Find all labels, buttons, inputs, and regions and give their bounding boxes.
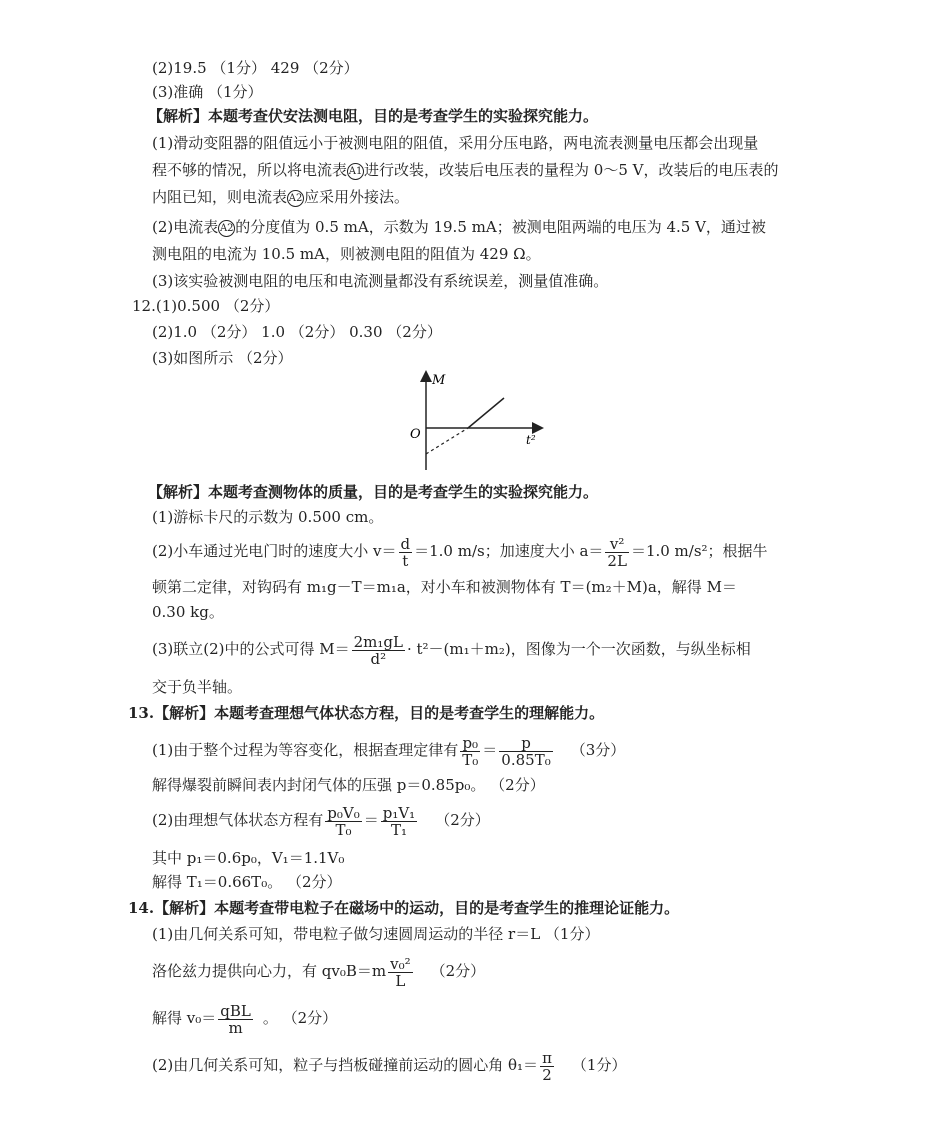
- fraction-v0sq-over-l: $\frac{\text{v₀²}}{L}$: [390, 954, 411, 990]
- q11-para1-line1: (1)滑动变阻器的阻值远小于被测电阻的阻值，采用分压电路，两电流表测量电压都会出现量: [152, 134, 759, 152]
- q12-answer-3: (3)如图所示 （2分）: [152, 349, 293, 367]
- q14-line4: (2)由几何关系可知，粒子与挡板碰撞前运动的圆心角 θ₁＝ $\frac{\pi}{2}$ （1分）: [152, 1048, 627, 1084]
- q11-para3: (3)该实验被测电阻的电压和电流测量都没有系统误差，测量值准确。: [152, 272, 609, 290]
- q13-line5: 解得 T₁＝0.66T₀。 （2分）: [152, 873, 342, 891]
- q12-analysis-2-line2: 顿第二定律，对钩码有 m₁g－T＝m₁a，对小车和被测物体有 T＝(m₂＋M)a，解得 M＝: [152, 578, 737, 596]
- origin-label: O: [410, 427, 421, 442]
- q11-para2-line2: 测电阻的电流为 10.5 mA，则被测电阻的阻值为 429 Ω。: [152, 245, 541, 263]
- q12-analysis-3-line2: 交于负半轴。: [152, 678, 243, 696]
- q12-analysis-2-line1: (2)小车通过光电门时的速度大小 v＝ $\frac{d}{t}$ ＝1.0 m/s；加速度大小 a＝ $\frac{\text{v²}}{2L}$ ＝1.0 m/s²；根据牛: [152, 534, 768, 570]
- q12-analysis-3-line1: (3)联立(2)中的公式可得 M＝ $\frac{\text{2m₁gL}}{\text{d²}}$ · t²－(m₁＋m₂)，图像为一个一次函数，与纵坐标相: [152, 632, 751, 668]
- q13-line1: (1)由于整个过程为等容变化，根据查理定律有 $\frac{\text{p₀}}{\text{T₀}}$ ＝ $\frac{p}{\text{0.85T₀}}$ （3分）: [152, 733, 626, 769]
- q11-answer-3: (3)准确 （1分）: [152, 83, 263, 101]
- fraction-d-over-t: $\frac{d}{t}$: [400, 534, 411, 570]
- y-axis-label: M: [432, 373, 446, 388]
- q11-para2-line1: (2)电流表 A2 的分度值为 0.5 mA，示数为 19.5 mA；被测电阻两端的电压为 4.5 V，通过被: [152, 218, 766, 236]
- fraction-p-over-085t0: $\frac{p}{\text{0.85T₀}}$: [501, 733, 551, 769]
- q14-line2: 洛伦兹力提供向心力，有 qv₀B＝m $\frac{\text{v₀²}}{L}$ （2分）: [152, 954, 486, 990]
- fraction-p1v1-over-t1: $\frac{\text{p₁V₁}}{\text{T₁}}$: [382, 803, 416, 839]
- q12-analysis-1: (1)游标卡尺的示数为 0.500 cm。: [152, 508, 384, 526]
- q12-analysis-2-line3: 0.30 kg。: [152, 603, 224, 621]
- q11-analysis-heading: 【解析】本题考查伏安法测电阻，目的是考查学生的实验探究能力。: [148, 107, 599, 125]
- q11-answer-2: (2)19.5 （1分） 429 （2分）: [152, 59, 359, 77]
- fraction-p0v0-over-t0: $\frac{\text{p₀V₀}}{\text{T₀}}$: [327, 803, 360, 839]
- q12-analysis-heading: 【解析】本题考查测物体的质量，目的是考查学生的实验探究能力。: [148, 483, 599, 501]
- q11-para1-line3: 内阻已知，则电流表 A2 应采用外接法。: [152, 188, 410, 206]
- fraction-qbl-over-m: $\frac{\text{qBL}}{m}$: [220, 1001, 251, 1037]
- m-vs-t2-graph: [400, 368, 550, 478]
- q12-answer-2: (2)1.0 （2分） 1.0 （2分） 0.30 （2分）: [152, 323, 442, 341]
- q13-line2: 解得爆裂前瞬间表内封闭气体的压强 p＝0.85p₀。 （2分）: [152, 776, 545, 794]
- q14-line1: (1)由几何关系可知，带电粒子做匀速圆周运动的半径 r＝L （1分）: [152, 925, 600, 943]
- q14-analysis-heading: 14.【解析】本题考查带电粒子在磁场中的运动，目的是考查学生的推理论证能力。: [128, 899, 680, 917]
- fraction-p0-over-t0: $\frac{\text{p₀}}{\text{T₀}}$: [462, 733, 479, 769]
- data-line: [468, 398, 504, 428]
- fraction-pi-over-2: $\frac{\pi}{2}$: [542, 1048, 552, 1084]
- extrapolated-dashed-line: [426, 428, 468, 454]
- fraction-v2-over-2l: $\frac{\text{v²}}{2L}$: [607, 534, 627, 570]
- x-axis-label: t²: [526, 433, 536, 447]
- ammeter-a1-symbol: A1: [347, 163, 364, 180]
- q12-answer-1: 12.(1)0.500 （2分）: [132, 297, 280, 315]
- q11-para1-line2: 程不够的情况，所以将电流表 A1 进行改装，改装后电压表的量程为 0～5 V，改装后的电压表的: [152, 161, 779, 179]
- q14-line3: 解得 v₀＝ $\frac{\text{qBL}}{m}$ 。 （2分）: [152, 1001, 338, 1037]
- fraction-2m1gl-over-d2: $\frac{\text{2m₁gL}}{\text{d²}}$: [353, 632, 403, 668]
- q13-line3: (2)由理想气体状态方程有 $\frac{\text{p₀V₀}}{\text{T₀}}$ ＝ $\frac{\text{p₁V₁}}{\text{T₁}}$ （2分）: [152, 803, 490, 839]
- ammeter-a2-symbol: A2: [218, 220, 235, 237]
- ammeter-a2-symbol: A2: [287, 190, 304, 207]
- q13-analysis-heading: 13.【解析】本题考查理想气体状态方程，目的是考查学生的理解能力。: [128, 704, 605, 722]
- q13-line4: 其中 p₁＝0.6p₀，V₁＝1.1V₀: [152, 849, 345, 867]
